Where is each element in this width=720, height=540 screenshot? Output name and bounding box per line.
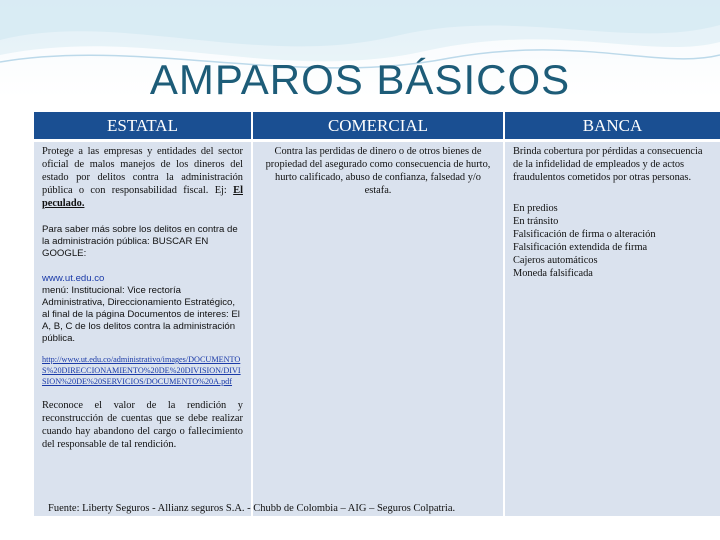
list-item: En predios [513,203,558,214]
estatal-rendicion: Reconoce el valor de la rendición y reconstrucción de cuentas que se debe realizar cuando hay abandono del cargo o fallecimiento del responsable de tal rendición. [42,400,243,450]
banca-coverage-list [513,202,712,280]
header-banca: BANCA [505,112,720,139]
list-item: Cajeros automáticos [513,255,598,266]
list-item: En tránsito [513,216,559,227]
coverage-table [34,112,720,516]
estatal-menu-path: menú: Institucional: Vice rectoría Administrativa, Direccionamiento Estratégico, al final de la página Documentos de interes: El A, B, C de los delitos contra la administración pública. [42,285,240,344]
source-note: Fuente: Liberty Seguros - Allianz seguros S.A. - Chubb de Colombia – AIG – Seguros Colpatria. [48,503,456,514]
list-item: Moneda falsificada [513,268,593,279]
column-comercial [253,142,503,516]
page-title: AMPAROS BÁSICOS [149,56,571,103]
column-banca [505,142,720,516]
list-item: Falsificación de firma o alteración [513,229,656,240]
header-comercial: COMERCIAL [253,112,503,139]
estatal-example: El peculado. [42,185,243,209]
estatal-more-info: Para saber más sobre los delitos en contra de la administración pública: BUSCAR EN GOOGLE: [42,224,238,259]
column-estatal [34,142,251,516]
estatal-intro-text: Protege a las empresas y entidades del sector oficial de malos manejos de los dineros del estado por delitos contra la administración pública o con responsabilidad fiscal. Ej: [42,146,243,196]
header-estatal: ESTATAL [34,112,251,139]
comercial-text: Contra las perdidas de dinero o de otros bienes de propiedad del asegurado como consecuencia de hurto, hurto calificado, abuso de confianza, falsedad y/o estafa. [265,146,491,196]
estatal-intro [42,145,243,210]
estatal-document-url[interactable]: http://www.ut.edu.co/administrativo/images/DOCUMENTOS%20DIRECCIONAMIENTO%20DE%20DIVISION/DIVISION%20DE%20SERVICIOS/DOCUMENTO%20A.pdf [42,355,241,386]
estatal-site-link[interactable]: www.ut.edu.co [42,273,105,284]
list-item: Falsificación extendida de firma [513,242,648,253]
banca-text: Brinda cobertura por pérdidas a consecuencia de la infidelidad de empleados y de actos fraudulentos cometidos por otras personas. [513,146,703,183]
